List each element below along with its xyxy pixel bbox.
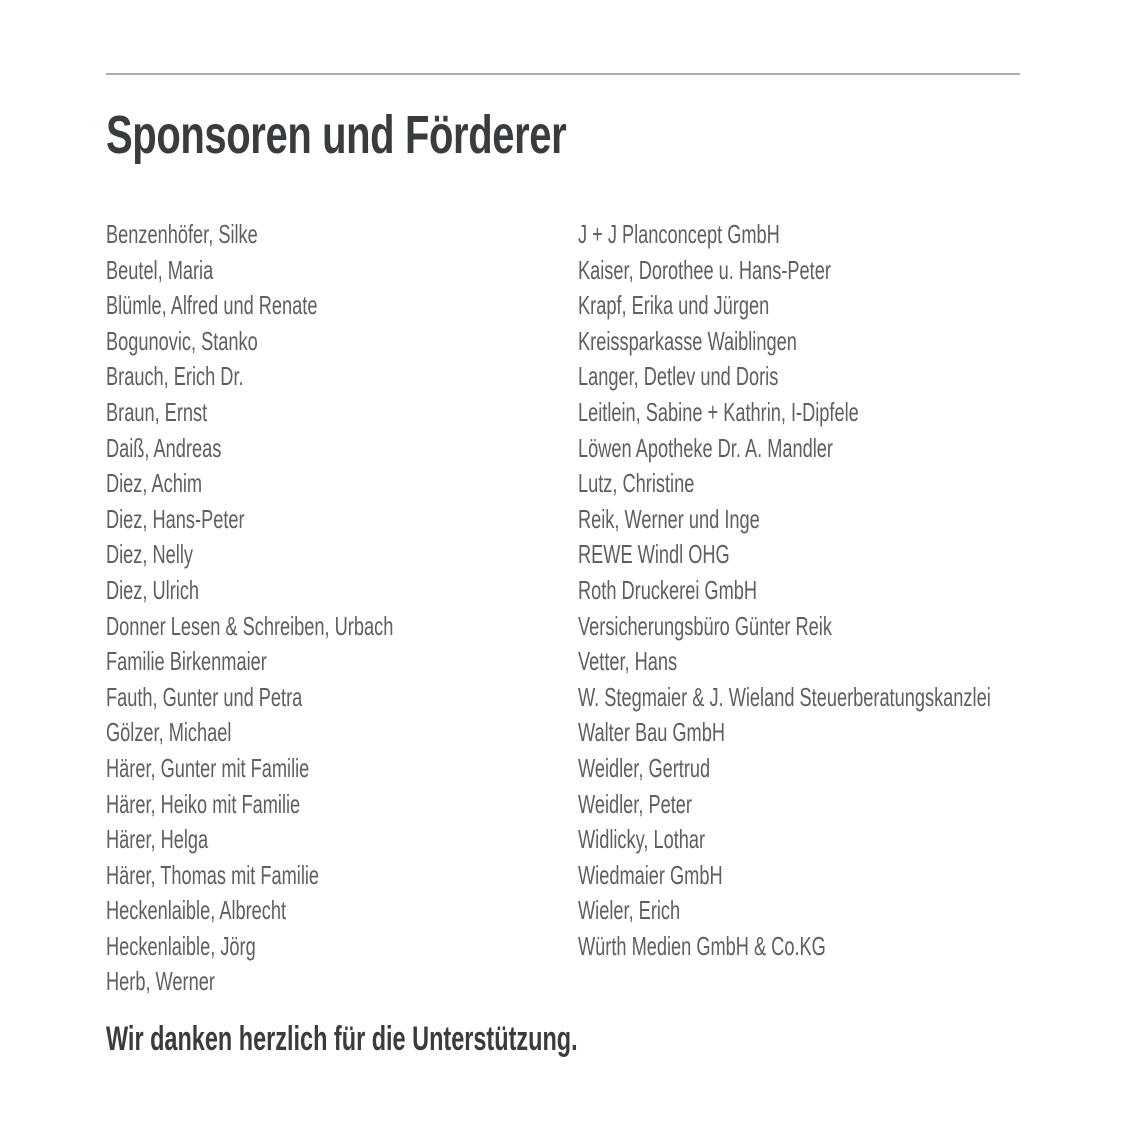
sponsor-entry: Beutel, Maria: [106, 254, 214, 285]
sponsor-entry: Versicherungsbüro Günter Reik: [578, 610, 832, 641]
sponsor-entry: Diez, Hans-Peter: [106, 503, 245, 534]
sponsor-entry: Benzenhöfer, Silke: [106, 219, 258, 249]
page-title: Sponsoren und Förderer: [106, 105, 567, 165]
sponsor-entry: Roth Druckerei GmbH: [578, 574, 758, 605]
sponsor-entry: Vetter, Hans: [578, 646, 678, 677]
closing-line: Wir danken herzlich für die Unterstützung.: [106, 1020, 578, 1058]
sponsor-entry: W. Stegmaier & J. Wieland Steuerberatungskanzlei: [578, 681, 991, 712]
sponsor-entry: REWE Windl OHG: [578, 539, 730, 570]
sponsor-entry: Diez, Achim: [106, 468, 203, 499]
sponsor-entry: Gölzer, Michael: [106, 717, 232, 748]
sponsor-entry: Heckenlaible, Albrecht: [106, 895, 287, 926]
sponsor-entry: Lutz, Christine: [578, 468, 695, 499]
sponsor-entry: Braun, Ernst: [106, 396, 208, 427]
sponsor-entry: Härer, Thomas mit Familie: [106, 859, 320, 890]
sponsor-entry: Fauth, Gunter und Petra: [106, 681, 303, 712]
sponsor-entry: Leitlein, Sabine + Kathrin, I-Dipfele: [578, 396, 859, 427]
sponsor-entry: Härer, Heiko mit Familie: [106, 788, 301, 819]
sponsor-entry: Diez, Nelly: [106, 539, 193, 570]
sponsor-entry: Blümle, Alfred und Renate: [106, 290, 318, 321]
sponsor-entry: Wiedmaier GmbH: [578, 859, 723, 890]
sponsor-entry: Diez, Ulrich: [106, 574, 200, 605]
sponsor-entry: Kreissparkasse Waiblingen: [578, 325, 797, 356]
top-rule-divider: [106, 73, 1020, 75]
sponsor-entry: Bogunovic, Stanko: [106, 325, 258, 356]
sponsor-entry: Walter Bau GmbH: [578, 717, 725, 748]
sponsor-entry: Donner Lesen & Schreiben, Urbach: [106, 610, 394, 641]
sponsor-entry: Härer, Gunter mit Familie: [106, 752, 310, 783]
sponsor-entry: Würth Medien GmbH & Co.KG: [578, 930, 826, 961]
sponsor-entry: J + J Planconcept GmbH: [578, 219, 780, 249]
sponsor-list-right: [578, 217, 1134, 964]
sponsor-entry: Langer, Detlev und Doris: [578, 361, 779, 392]
sponsor-entry: Widlicky, Lothar: [578, 824, 706, 855]
sponsor-entry: Brauch, Erich Dr.: [106, 361, 244, 392]
sponsor-entry: Daiß, Andreas: [106, 432, 222, 463]
sponsor-entry: Kaiser, Dorothee u. Hans-Peter: [578, 254, 831, 285]
sponsor-entry: Weidler, Peter: [578, 788, 692, 819]
sponsor-entry: Herb, Werner: [106, 966, 215, 997]
sponsor-entry: Heckenlaible, Jörg: [106, 930, 256, 961]
sponsor-entry: Familie Birkenmaier: [106, 646, 267, 677]
sponsor-entry: Wieler, Erich: [578, 895, 681, 926]
sponsor-entry: Krapf, Erika und Jürgen: [578, 290, 770, 321]
sponsor-entry: Härer, Helga: [106, 824, 209, 855]
sponsor-entry: Löwen Apotheke Dr. A. Mandler: [578, 432, 833, 463]
sponsor-entry: Weidler, Gertrud: [578, 752, 711, 783]
sponsor-list-left: [106, 217, 516, 1000]
sponsor-entry: Reik, Werner und Inge: [578, 503, 760, 534]
